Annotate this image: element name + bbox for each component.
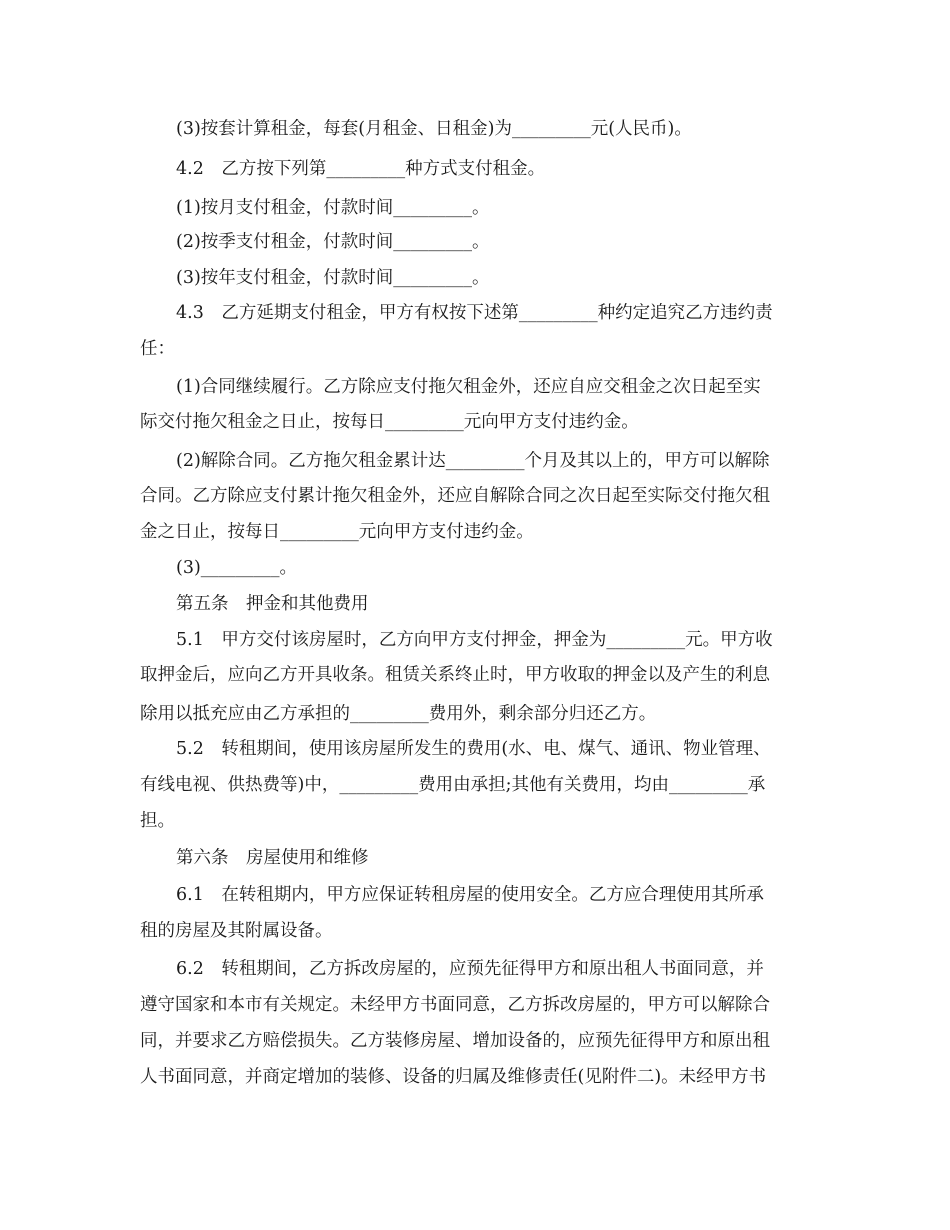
text-line: 4.3 乙方延期支付租金，甲方有权按下述第_________种约定追究乙方违约责	[176, 303, 773, 323]
text-line: 4.2 乙方按下列第_________种方式支付租金。	[176, 159, 546, 179]
text-line: 有线电视、供热费等)中，_________费用由承担;其他有关费用，均由_________承	[140, 775, 766, 795]
section-heading: 第六条 房屋使用和维修	[176, 848, 369, 868]
text-line: (2)按季支付租金，付款时间_________。	[176, 232, 490, 252]
text-line: 际交付拖欠租金之日止，按每日_________元向甲方支付违约金。	[140, 412, 639, 432]
text-line: 任：	[140, 339, 175, 359]
text-line: 同，并要求乙方赔偿损失。乙方装修房屋、增加设备的，应预先征得甲方和原出租	[140, 1031, 770, 1051]
text-line: (3)_________。	[176, 558, 298, 578]
text-line: 租的房屋及其附属设备。	[140, 921, 333, 941]
text-line: 5.2 转租期间，使用该房屋所发生的费用(水、电、煤气、通讯、物业管理、	[176, 739, 771, 759]
text-line: 担。	[140, 811, 175, 831]
text-line: (3)按套计算租金，每套(月租金、日租金)为_________元(人民币)。	[176, 119, 692, 139]
text-line: 人书面同意，并商定增加的装修、设备的归属及维修责任(见附件二)。未经甲方书	[140, 1067, 767, 1087]
text-line: 5.1 甲方交付该房屋时，乙方向甲方支付押金，押金为_________元。甲方收	[176, 630, 773, 650]
text-line: (2)解除合同。乙方拖欠租金累计达_________个月及其以上的，甲方可以解除	[176, 451, 770, 471]
text-line: (1)合同继续履行。乙方除应支付拖欠租金外，还应自应交租金之次日起至实	[176, 377, 761, 397]
text-line: 6.2 转租期间，乙方拆改房屋的，应预先征得甲方和原出租人书面同意，并	[176, 959, 764, 979]
text-line: 金之日止，按每日_________元向甲方支付违约金。	[140, 522, 534, 542]
section-heading: 第五条 押金和其他费用	[176, 594, 369, 614]
text-line: (1)按月支付租金，付款时间_________。	[176, 198, 490, 218]
text-line: 取押金后，应向乙方开具收条。租赁关系终止时，甲方收取的押金以及产生的利息	[140, 665, 770, 685]
text-line: 遵守国家和本市有关规定。未经甲方书面同意，乙方拆改房屋的，甲方可以解除合	[140, 995, 770, 1015]
text-line: 合同。乙方除应支付累计拖欠租金外，还应自解除合同之次日起至实际交付拖欠租	[140, 486, 770, 506]
text-line: 6.1 在转租期内，甲方应保证转租房屋的使用安全。乙方应合理使用其所承	[176, 885, 764, 905]
text-line: (3)按年支付租金，付款时间_________。	[176, 268, 490, 288]
text-line: 除用以抵充应由乙方承担的_________费用外，剩余部分归还乙方。	[140, 704, 657, 724]
